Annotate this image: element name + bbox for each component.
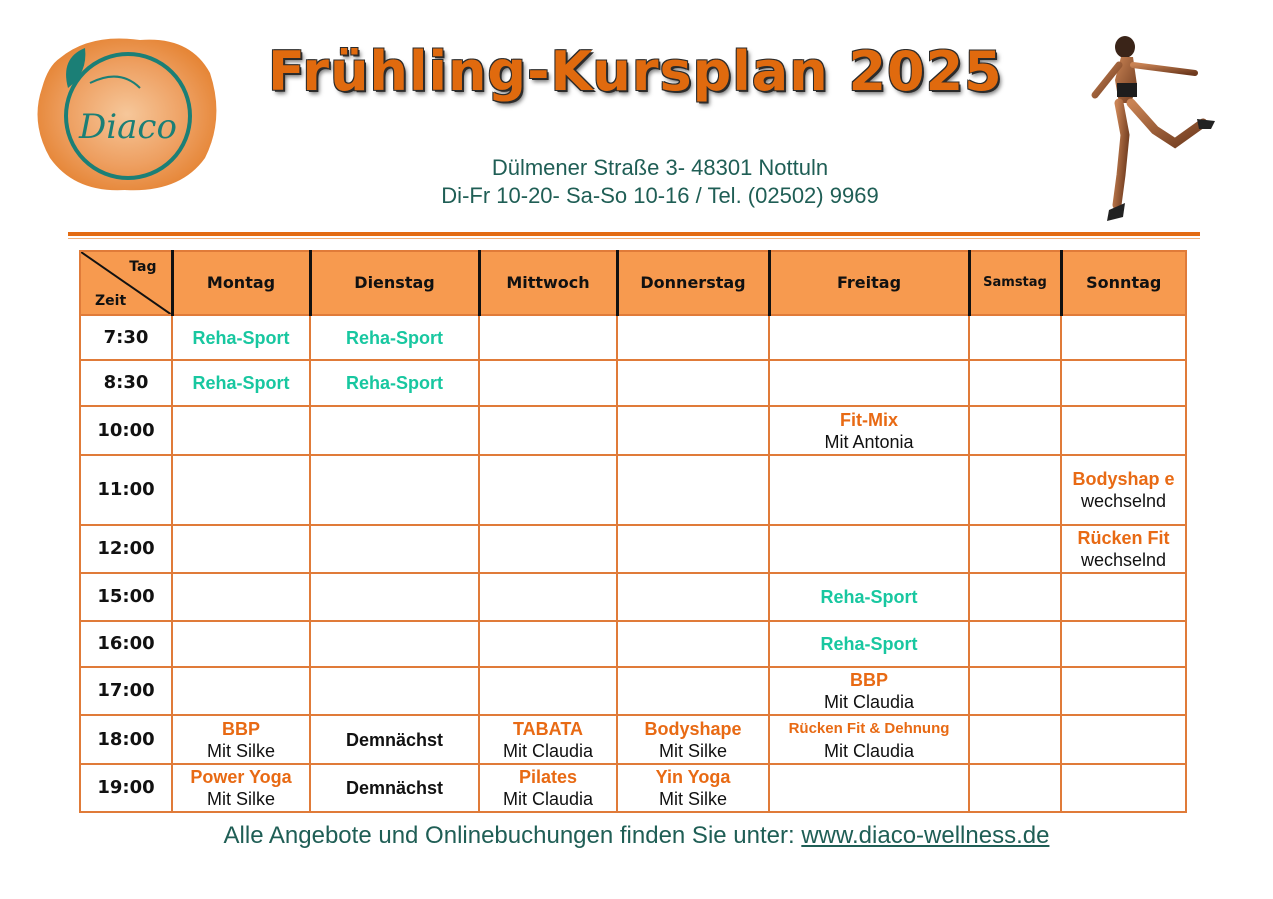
- schedule-cell-tuesday: [310, 764, 479, 812]
- schedule-cell-sunday: [1061, 525, 1186, 573]
- schedule-cell-saturday: [969, 360, 1061, 406]
- schedule-cell-thursday: [617, 573, 769, 621]
- course-title: Reha-Sport: [820, 634, 918, 654]
- time-cell: 15:00: [80, 573, 172, 621]
- schedule-cell-saturday: [969, 525, 1061, 573]
- course-title: BBP: [849, 670, 888, 690]
- schedule-cell-saturday: [969, 455, 1061, 525]
- course-instructor: Mit Claudia: [502, 740, 594, 761]
- schedule-cell-saturday: [969, 573, 1061, 621]
- schedule-cell-saturday: [969, 406, 1061, 455]
- schedule-cell-monday: [172, 621, 310, 667]
- schedule-cell-wednesday: [479, 573, 617, 621]
- schedule-cell-thursday: [617, 455, 769, 525]
- table-row: [80, 573, 1186, 621]
- schedule-cell-monday: [172, 715, 310, 764]
- course-title: Power Yoga: [190, 767, 292, 787]
- time-cell: 10:00: [80, 406, 172, 455]
- course-instructor: wechselnd: [1080, 491, 1167, 511]
- schedule-cell-wednesday: [479, 315, 617, 360]
- day-header-sunday: Sonntag: [1061, 251, 1186, 315]
- schedule-cell-friday: [769, 573, 969, 621]
- schedule-cell-friday: [769, 406, 969, 455]
- schedule-cell-thursday: [617, 315, 769, 360]
- footer: [100, 822, 1173, 850]
- schedule-cell-thursday: [617, 667, 769, 715]
- corner-label-day: Tag: [129, 259, 157, 275]
- course-instructor: Mit Silke: [658, 740, 727, 761]
- table-row: [80, 406, 1186, 455]
- schedule-cell-friday: [769, 621, 969, 667]
- course-instructor: Mit Claudia: [502, 789, 594, 809]
- schedule-cell-sunday: [1061, 764, 1186, 812]
- schedule-cell-saturday: [969, 621, 1061, 667]
- schedule-cell-tuesday: [310, 621, 479, 667]
- time-cell: 16:00: [80, 621, 172, 667]
- course-title: Rücken Fit: [1077, 528, 1170, 548]
- schedule-cell-wednesday: [479, 406, 617, 455]
- schedule-cell-wednesday: [479, 621, 617, 667]
- schedule-cell-tuesday: [310, 525, 479, 573]
- website-link[interactable]: www.diaco-wellness.de: [801, 822, 1050, 849]
- course-title: Yin Yoga: [655, 767, 731, 787]
- schedule-cell-wednesday: [479, 525, 617, 573]
- table-row: [80, 360, 1186, 406]
- schedule-cell-sunday: [1061, 315, 1186, 360]
- address-line: Dülmener Straße 3- 48301 Nottuln: [491, 155, 829, 180]
- schedule-cell-thursday: [617, 525, 769, 573]
- day-header-friday: Freitag: [769, 251, 969, 315]
- schedule-cell-sunday: [1061, 406, 1186, 455]
- course-instructor: Mit Claudia: [823, 740, 915, 761]
- footer-text: Alle Angebote und Onlinebuchungen finden Sie unter:: [223, 822, 802, 849]
- course-title: Reha-Sport: [820, 587, 918, 607]
- schedule-cell-saturday: [969, 315, 1061, 360]
- day-header-tuesday: Dienstag: [310, 251, 479, 315]
- course-title: Bodyshape: [644, 718, 742, 739]
- table-row: [80, 764, 1186, 812]
- course-title: Demnächst: [345, 729, 444, 750]
- time-cell: 19:00: [80, 764, 172, 812]
- course-title: Reha-Sport: [345, 373, 443, 393]
- schedule-cell-sunday: [1061, 667, 1186, 715]
- course-title: Pilates: [518, 767, 578, 787]
- time-cell: 17:00: [80, 667, 172, 715]
- schedule-cell-monday: [172, 315, 310, 360]
- schedule-cell-friday: [769, 315, 969, 360]
- day-header-monday: Montag: [172, 251, 310, 315]
- schedule-cell-tuesday: [310, 715, 479, 764]
- course-title: Reha-Sport: [192, 373, 290, 393]
- time-cell: 12:00: [80, 525, 172, 573]
- course-schedule-table: [79, 250, 1187, 813]
- day-header-saturday: Samstag: [969, 251, 1061, 315]
- schedule-cell-tuesday: [310, 360, 479, 406]
- schedule-cell-monday: [172, 360, 310, 406]
- schedule-cell-friday: [769, 455, 969, 525]
- course-instructor: Mit Antonia: [824, 431, 914, 452]
- address-block: [380, 154, 940, 210]
- day-header-thursday: Donnerstag: [617, 251, 769, 315]
- schedule-cell-tuesday: [310, 406, 479, 455]
- schedule-cell-wednesday: [479, 715, 617, 764]
- course-title: Fit-Mix: [840, 409, 898, 430]
- diaco-logo: [30, 28, 225, 198]
- course-title: TABATA: [513, 718, 583, 739]
- table-row: [80, 455, 1186, 525]
- schedule-cell-tuesday: [310, 455, 479, 525]
- course-instructor: Mit Claudia: [823, 692, 915, 712]
- schedule-cell-sunday: [1061, 573, 1186, 621]
- course-instructor: wechselnd: [1080, 550, 1167, 570]
- schedule-cell-saturday: [969, 667, 1061, 715]
- course-title: Demnächst: [345, 778, 444, 798]
- header-row: [80, 251, 1186, 315]
- schedule-cell-monday: [172, 764, 310, 812]
- schedule-cell-sunday: [1061, 621, 1186, 667]
- schedule-cell-friday: [769, 715, 969, 764]
- course-instructor: Mit Silke: [658, 789, 727, 809]
- schedule-cell-saturday: [969, 715, 1061, 764]
- schedule-cell-thursday: [617, 406, 769, 455]
- course-title: BBP: [221, 718, 260, 739]
- schedule-cell-sunday: [1061, 360, 1186, 406]
- schedule-cell-friday: [769, 525, 969, 573]
- table-row: [80, 715, 1186, 764]
- schedule-cell-sunday: [1061, 715, 1186, 764]
- schedule-cell-friday: [769, 764, 969, 812]
- course-title: Bodyshap e: [1072, 469, 1175, 489]
- schedule-cell-monday: [172, 573, 310, 621]
- schedule-cell-saturday: [969, 764, 1061, 812]
- schedule-cell-monday: [172, 525, 310, 573]
- schedule-cell-thursday: [617, 360, 769, 406]
- schedule-cell-wednesday: [479, 360, 617, 406]
- corner-label-time: Zeit: [95, 293, 127, 309]
- schedule-cell-thursday: [617, 621, 769, 667]
- course-title: Reha-Sport: [345, 327, 443, 348]
- course-instructor: Mit Silke: [206, 789, 275, 809]
- schedule-cell-friday: [769, 360, 969, 406]
- header-divider: [68, 232, 1200, 236]
- schedule-cell-tuesday: [310, 573, 479, 621]
- schedule-cell-sunday: [1061, 455, 1186, 525]
- table-row: [80, 621, 1186, 667]
- schedule-cell-wednesday: [479, 455, 617, 525]
- table-row: [80, 315, 1186, 360]
- opening-hours-phone: Di-Fr 10-20- Sa-So 10-16 / Tel. (02502) 9969: [441, 183, 879, 208]
- time-cell: 8:30: [80, 360, 172, 406]
- table-row: [80, 525, 1186, 573]
- schedule-cell-tuesday: [310, 667, 479, 715]
- table-row: [80, 667, 1186, 715]
- schedule-cell-monday: [172, 455, 310, 525]
- schedule-cell-friday: [769, 667, 969, 715]
- time-cell: 18:00: [80, 715, 172, 764]
- schedule-cell-monday: [172, 406, 310, 455]
- schedule-cell-wednesday: [479, 667, 617, 715]
- time-cell: 7:30: [80, 315, 172, 360]
- jumping-woman-illustration: [1085, 25, 1225, 230]
- day-header-wednesday: Mittwoch: [479, 251, 617, 315]
- course-instructor: Mit Silke: [206, 740, 275, 761]
- schedule-cell-wednesday: [479, 764, 617, 812]
- schedule-cell-monday: [172, 667, 310, 715]
- header-divider-thin: [68, 238, 1200, 239]
- schedule-cell-tuesday: [310, 315, 479, 360]
- svg-text:Diaco: Diaco: [79, 107, 177, 147]
- course-title: Reha-Sport: [192, 327, 290, 348]
- corner-cell: [80, 251, 172, 315]
- time-cell: 11:00: [80, 455, 172, 525]
- schedule-cell-thursday: [617, 764, 769, 812]
- page-title: Frühling-Kursplan 2025: [268, 40, 1003, 103]
- course-title: Rücken Fit & Dehnung: [788, 719, 950, 737]
- schedule-cell-thursday: [617, 715, 769, 764]
